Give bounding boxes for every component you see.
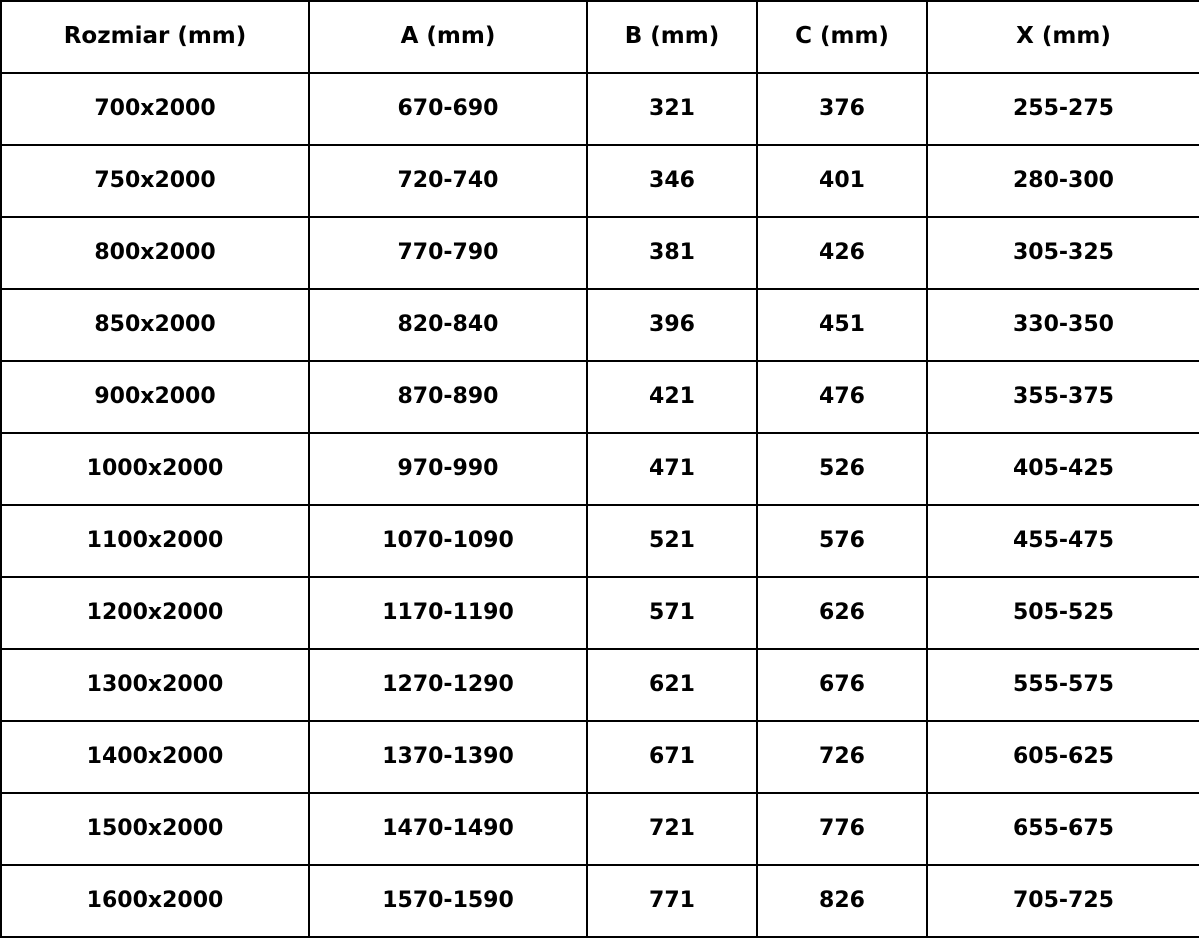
cell-x: 605-625 [927, 721, 1199, 793]
table-row [1, 145, 1199, 217]
cell-a: 720-740 [309, 145, 587, 217]
cell-size: 1400x2000 [1, 721, 309, 793]
cell-b: 621 [587, 649, 757, 721]
cell-a: 670-690 [309, 73, 587, 145]
cell-a: 1570-1590 [309, 865, 587, 937]
cell-x: 280-300 [927, 145, 1199, 217]
table-row [1, 649, 1199, 721]
table-row [1, 577, 1199, 649]
cell-b: 521 [587, 505, 757, 577]
cell-c: 451 [757, 289, 927, 361]
cell-x: 405-425 [927, 433, 1199, 505]
cell-b: 571 [587, 577, 757, 649]
cell-a: 820-840 [309, 289, 587, 361]
cell-size: 700x2000 [1, 73, 309, 145]
table-row [1, 361, 1199, 433]
cell-a: 870-890 [309, 361, 587, 433]
cell-c: 776 [757, 793, 927, 865]
cell-b: 346 [587, 145, 757, 217]
cell-size: 1000x2000 [1, 433, 309, 505]
cell-b: 381 [587, 217, 757, 289]
column-header-c: C (mm) [757, 1, 927, 73]
cell-b: 671 [587, 721, 757, 793]
table-row [1, 433, 1199, 505]
table-row [1, 73, 1199, 145]
cell-c: 526 [757, 433, 927, 505]
table-row [1, 289, 1199, 361]
table-row [1, 505, 1199, 577]
cell-b: 396 [587, 289, 757, 361]
cell-x: 255-275 [927, 73, 1199, 145]
cell-b: 421 [587, 361, 757, 433]
column-header-a: A (mm) [309, 1, 587, 73]
table-header-row [1, 1, 1199, 73]
cell-c: 376 [757, 73, 927, 145]
table-row [1, 217, 1199, 289]
cell-x: 655-675 [927, 793, 1199, 865]
cell-size: 1300x2000 [1, 649, 309, 721]
cell-a: 970-990 [309, 433, 587, 505]
cell-x: 355-375 [927, 361, 1199, 433]
cell-size: 1200x2000 [1, 577, 309, 649]
table-row [1, 865, 1199, 937]
table-row [1, 793, 1199, 865]
cell-x: 705-725 [927, 865, 1199, 937]
cell-c: 476 [757, 361, 927, 433]
cell-x: 555-575 [927, 649, 1199, 721]
cell-c: 426 [757, 217, 927, 289]
cell-b: 721 [587, 793, 757, 865]
cell-b: 771 [587, 865, 757, 937]
cell-a: 1370-1390 [309, 721, 587, 793]
cell-size: 750x2000 [1, 145, 309, 217]
cell-a: 1270-1290 [309, 649, 587, 721]
cell-size: 1100x2000 [1, 505, 309, 577]
cell-c: 726 [757, 721, 927, 793]
cell-size: 800x2000 [1, 217, 309, 289]
cell-a: 1170-1190 [309, 577, 587, 649]
cell-c: 626 [757, 577, 927, 649]
cell-x: 330-350 [927, 289, 1199, 361]
cell-a: 770-790 [309, 217, 587, 289]
cell-c: 826 [757, 865, 927, 937]
cell-size: 900x2000 [1, 361, 309, 433]
cell-size: 850x2000 [1, 289, 309, 361]
cell-b: 471 [587, 433, 757, 505]
cell-x: 505-525 [927, 577, 1199, 649]
column-header-b: B (mm) [587, 1, 757, 73]
cell-a: 1470-1490 [309, 793, 587, 865]
cell-c: 576 [757, 505, 927, 577]
cell-c: 676 [757, 649, 927, 721]
cell-c: 401 [757, 145, 927, 217]
cell-b: 321 [587, 73, 757, 145]
column-header-x: X (mm) [927, 1, 1199, 73]
cell-size: 1600x2000 [1, 865, 309, 937]
cell-a: 1070-1090 [309, 505, 587, 577]
cell-size: 1500x2000 [1, 793, 309, 865]
cell-x: 455-475 [927, 505, 1199, 577]
cell-x: 305-325 [927, 217, 1199, 289]
table-row [1, 721, 1199, 793]
column-header-size: Rozmiar (mm) [1, 1, 309, 73]
